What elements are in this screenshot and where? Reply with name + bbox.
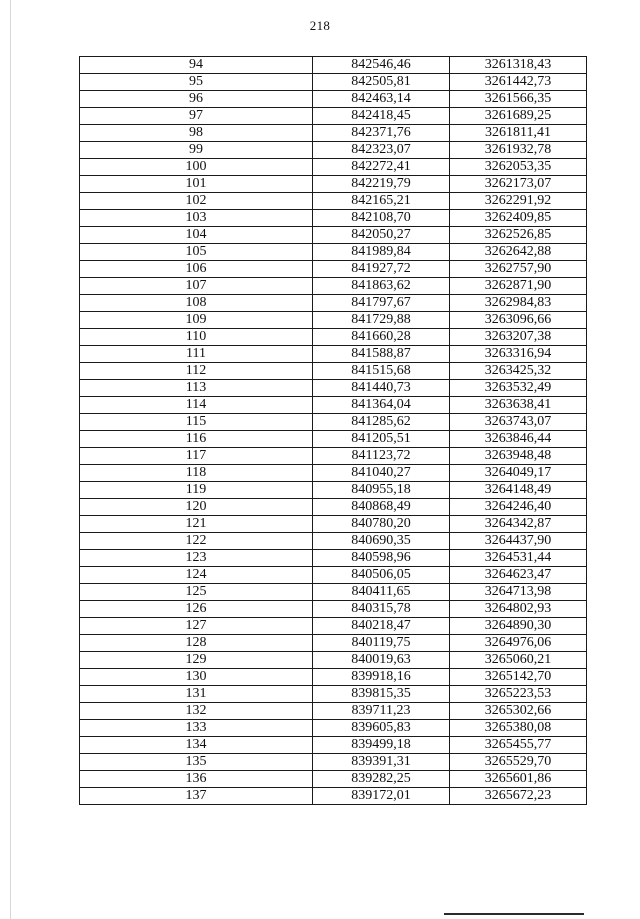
table-row (80, 652, 587, 669)
point-number-cell: 96 (80, 91, 313, 108)
table-row (80, 567, 587, 584)
x-coordinate-cell: 840780,20 (313, 516, 450, 533)
y-coordinate-cell: 3265601,86 (450, 771, 587, 788)
table-row (80, 669, 587, 686)
table-row (80, 227, 587, 244)
point-number-cell: 121 (80, 516, 313, 533)
x-coordinate-cell: 841927,72 (313, 261, 450, 278)
table-row (80, 431, 587, 448)
x-coordinate-cell: 841989,84 (313, 244, 450, 261)
table-row (80, 601, 587, 618)
y-coordinate-cell: 3263532,49 (450, 380, 587, 397)
table-row (80, 414, 587, 431)
x-coordinate-cell: 840119,75 (313, 635, 450, 652)
x-coordinate-cell: 842418,45 (313, 108, 450, 125)
y-coordinate-cell: 3262984,83 (450, 295, 587, 312)
x-coordinate-cell: 839282,25 (313, 771, 450, 788)
point-number-cell: 133 (80, 720, 313, 737)
y-coordinate-cell: 3265529,70 (450, 754, 587, 771)
y-coordinate-cell: 3264713,98 (450, 584, 587, 601)
x-coordinate-cell: 840218,47 (313, 618, 450, 635)
x-coordinate-cell: 839172,01 (313, 788, 450, 805)
y-coordinate-cell: 3265302,66 (450, 703, 587, 720)
y-coordinate-cell: 3261932,78 (450, 142, 587, 159)
y-coordinate-cell: 3261442,73 (450, 74, 587, 91)
table-row (80, 533, 587, 550)
table-row (80, 720, 587, 737)
y-coordinate-cell: 3264342,87 (450, 516, 587, 533)
y-coordinate-cell: 3263846,44 (450, 431, 587, 448)
x-coordinate-cell: 841285,62 (313, 414, 450, 431)
table-row (80, 754, 587, 771)
y-coordinate-cell: 3262173,07 (450, 176, 587, 193)
point-number-cell: 129 (80, 652, 313, 669)
table-row (80, 771, 587, 788)
point-number-cell: 97 (80, 108, 313, 125)
table-row (80, 329, 587, 346)
y-coordinate-cell: 3262757,90 (450, 261, 587, 278)
x-coordinate-cell: 840955,18 (313, 482, 450, 499)
x-coordinate-cell: 840411,65 (313, 584, 450, 601)
x-coordinate-cell: 842050,27 (313, 227, 450, 244)
table-row (80, 482, 587, 499)
x-coordinate-cell: 842323,07 (313, 142, 450, 159)
x-coordinate-cell: 841205,51 (313, 431, 450, 448)
x-coordinate-cell: 842272,41 (313, 159, 450, 176)
point-number-cell: 113 (80, 380, 313, 397)
y-coordinate-cell: 3264531,44 (450, 550, 587, 567)
y-coordinate-cell: 3265380,08 (450, 720, 587, 737)
x-coordinate-cell: 840868,49 (313, 499, 450, 516)
x-coordinate-cell: 841797,67 (313, 295, 450, 312)
point-number-cell: 126 (80, 601, 313, 618)
x-coordinate-cell: 842108,70 (313, 210, 450, 227)
x-coordinate-cell: 841440,73 (313, 380, 450, 397)
x-coordinate-cell: 842505,81 (313, 74, 450, 91)
x-coordinate-cell: 841515,68 (313, 363, 450, 380)
point-number-cell: 117 (80, 448, 313, 465)
x-coordinate-cell: 841364,04 (313, 397, 450, 414)
point-number-cell: 94 (80, 57, 313, 74)
coordinates-table-body (80, 57, 587, 805)
x-coordinate-cell: 841123,72 (313, 448, 450, 465)
table-row (80, 176, 587, 193)
x-coordinate-cell: 839605,83 (313, 720, 450, 737)
x-coordinate-cell: 840019,63 (313, 652, 450, 669)
point-number-cell: 130 (80, 669, 313, 686)
table-row (80, 397, 587, 414)
x-coordinate-cell: 840506,05 (313, 567, 450, 584)
y-coordinate-cell: 3263096,66 (450, 312, 587, 329)
y-coordinate-cell: 3261689,25 (450, 108, 587, 125)
table-row (80, 448, 587, 465)
point-number-cell: 102 (80, 193, 313, 210)
point-number-cell: 123 (80, 550, 313, 567)
point-number-cell: 122 (80, 533, 313, 550)
point-number-cell: 135 (80, 754, 313, 771)
y-coordinate-cell: 3262526,85 (450, 227, 587, 244)
x-coordinate-cell: 840598,96 (313, 550, 450, 567)
point-number-cell: 114 (80, 397, 313, 414)
y-coordinate-cell: 3264246,40 (450, 499, 587, 516)
x-coordinate-cell: 841040,27 (313, 465, 450, 482)
table-row (80, 278, 587, 295)
table-row (80, 584, 587, 601)
x-coordinate-cell: 839918,16 (313, 669, 450, 686)
point-number-cell: 105 (80, 244, 313, 261)
y-coordinate-cell: 3263743,07 (450, 414, 587, 431)
table-row (80, 193, 587, 210)
point-number-cell: 106 (80, 261, 313, 278)
table-row (80, 142, 587, 159)
x-coordinate-cell: 839391,31 (313, 754, 450, 771)
y-coordinate-cell: 3265223,53 (450, 686, 587, 703)
table-row (80, 465, 587, 482)
y-coordinate-cell: 3262409,85 (450, 210, 587, 227)
y-coordinate-cell: 3262053,35 (450, 159, 587, 176)
point-number-cell: 112 (80, 363, 313, 380)
point-number-cell: 108 (80, 295, 313, 312)
x-coordinate-cell: 839499,18 (313, 737, 450, 754)
point-number-cell: 110 (80, 329, 313, 346)
table-row (80, 516, 587, 533)
table-row (80, 499, 587, 516)
table-row (80, 346, 587, 363)
x-coordinate-cell: 841588,87 (313, 346, 450, 363)
table-row (80, 618, 587, 635)
table-row (80, 261, 587, 278)
x-coordinate-cell: 842371,76 (313, 125, 450, 142)
y-coordinate-cell: 3263425,32 (450, 363, 587, 380)
y-coordinate-cell: 3263638,41 (450, 397, 587, 414)
y-coordinate-cell: 3265060,21 (450, 652, 587, 669)
table-row (80, 244, 587, 261)
table-row (80, 788, 587, 805)
y-coordinate-cell: 3264976,06 (450, 635, 587, 652)
point-number-cell: 132 (80, 703, 313, 720)
table-row (80, 550, 587, 567)
point-number-cell: 107 (80, 278, 313, 295)
y-coordinate-cell: 3264437,90 (450, 533, 587, 550)
x-coordinate-cell: 842546,46 (313, 57, 450, 74)
table-row (80, 74, 587, 91)
point-number-cell: 136 (80, 771, 313, 788)
x-coordinate-cell: 841863,62 (313, 278, 450, 295)
point-number-cell: 137 (80, 788, 313, 805)
x-coordinate-cell: 841660,28 (313, 329, 450, 346)
point-number-cell: 104 (80, 227, 313, 244)
point-number-cell: 131 (80, 686, 313, 703)
x-coordinate-cell: 839815,35 (313, 686, 450, 703)
table-row (80, 125, 587, 142)
point-number-cell: 124 (80, 567, 313, 584)
point-number-cell: 100 (80, 159, 313, 176)
x-coordinate-cell: 841729,88 (313, 312, 450, 329)
y-coordinate-cell: 3265455,77 (450, 737, 587, 754)
y-coordinate-cell: 3261318,43 (450, 57, 587, 74)
point-number-cell: 127 (80, 618, 313, 635)
point-number-cell: 134 (80, 737, 313, 754)
point-number-cell: 125 (80, 584, 313, 601)
x-coordinate-cell: 840315,78 (313, 601, 450, 618)
point-number-cell: 118 (80, 465, 313, 482)
table-row (80, 703, 587, 720)
table-row (80, 159, 587, 176)
x-coordinate-cell: 842165,21 (313, 193, 450, 210)
table-row (80, 108, 587, 125)
table-row (80, 295, 587, 312)
table-row (80, 363, 587, 380)
point-number-cell: 128 (80, 635, 313, 652)
y-coordinate-cell: 3264802,93 (450, 601, 587, 618)
y-coordinate-cell: 3264049,17 (450, 465, 587, 482)
y-coordinate-cell: 3263207,38 (450, 329, 587, 346)
y-coordinate-cell: 3263948,48 (450, 448, 587, 465)
point-number-cell: 115 (80, 414, 313, 431)
x-coordinate-cell: 842463,14 (313, 91, 450, 108)
point-number-cell: 98 (80, 125, 313, 142)
table-row (80, 91, 587, 108)
y-coordinate-cell: 3265672,23 (450, 788, 587, 805)
y-coordinate-cell: 3264890,30 (450, 618, 587, 635)
y-coordinate-cell: 3261566,35 (450, 91, 587, 108)
point-number-cell: 95 (80, 74, 313, 91)
point-number-cell: 111 (80, 346, 313, 363)
coordinates-table (79, 56, 587, 805)
point-number-cell: 109 (80, 312, 313, 329)
y-coordinate-cell: 3261811,41 (450, 125, 587, 142)
table-row (80, 57, 587, 74)
table-row (80, 380, 587, 397)
x-coordinate-cell: 839711,23 (313, 703, 450, 720)
y-coordinate-cell: 3264148,49 (450, 482, 587, 499)
page-number: 218 (309, 18, 331, 33)
x-coordinate-cell: 840690,35 (313, 533, 450, 550)
point-number-cell: 103 (80, 210, 313, 227)
table-row (80, 312, 587, 329)
y-coordinate-cell: 3263316,94 (450, 346, 587, 363)
scan-edge-line (10, 0, 11, 919)
y-coordinate-cell: 3264623,47 (450, 567, 587, 584)
table-row (80, 686, 587, 703)
table-row (80, 737, 587, 754)
y-coordinate-cell: 3265142,70 (450, 669, 587, 686)
point-number-cell: 101 (80, 176, 313, 193)
point-number-cell: 119 (80, 482, 313, 499)
y-coordinate-cell: 3262871,90 (450, 278, 587, 295)
y-coordinate-cell: 3262291,92 (450, 193, 587, 210)
point-number-cell: 99 (80, 142, 313, 159)
table-row (80, 635, 587, 652)
bottom-edge-mark (444, 913, 584, 915)
x-coordinate-cell: 842219,79 (313, 176, 450, 193)
point-number-cell: 116 (80, 431, 313, 448)
table-row (80, 210, 587, 227)
point-number-cell: 120 (80, 499, 313, 516)
y-coordinate-cell: 3262642,88 (450, 244, 587, 261)
